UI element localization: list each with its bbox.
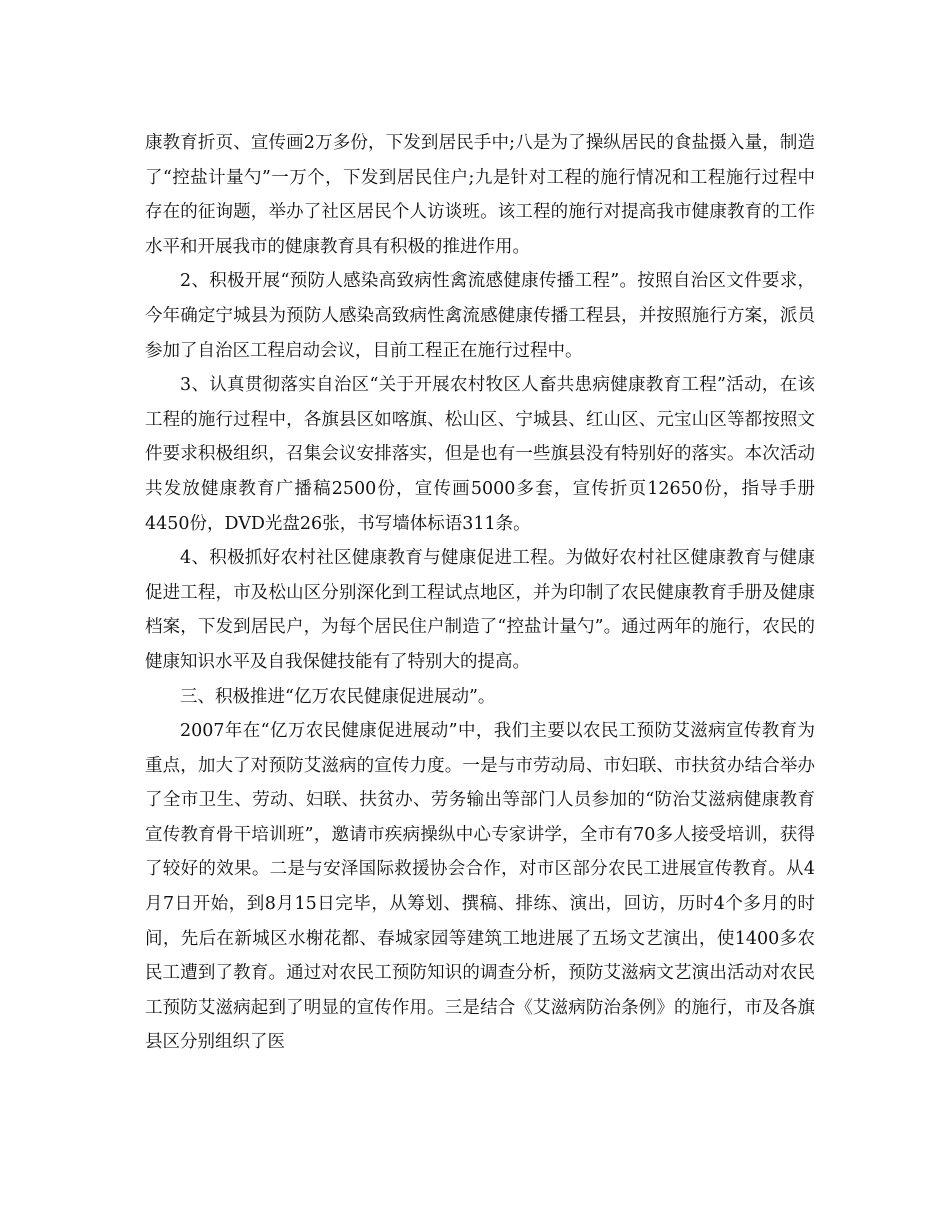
- paragraph-aids-prevention: 2007年在“亿万农民健康促进展动”中，我们主要以农民工预防艾滋病宣传教育为重点，加大了对预防艾滋病的宣传力度。一是与市劳动局、市妇联、市扶贫办结合举办了全市卫生、劳动、妇联、扶贫办、劳务输出等部门人员参加的“防治艾滋病健康教育宣传教育骨干培训班”，邀请市疾病操纵中心专家讲学，全市有70多人接受培训，获得了较好的效果。二是与安泽国际救援协会合作，对市区部分农民工进展宣传教育。从4月7日开始，到8月15日完毕，从筹划、撰稿、排练、演出，回访，历时4个多月的时间，先后在新城区水榭花都、春城家园等建筑工地进展了五场文艺演出，使1400多农民工遭到了教育。通过对农民工预防知识的调查分析，预防艾滋病文艺演出活动对农民工预防艾滋病起到了明显的宣传作用。三是结合《艾滋病防治条例》的施行，市及各旗县区分别组织了医: [145, 721, 815, 1053]
- section-heading-farmers-health-campaign: 三、积极推进“亿万农民健康促进展动”。: [180, 686, 496, 707]
- paragraph-continuation: 康教育折页、宣传画2万多份，下发到居民手中;八是为了操纵居民的食盐摄入量，制造了“控盐计量勺”一万个，下发到居民住户;九是针对工程的施行情况和工程施行过程中存在的征询题，举办了社区居民个人访谈班。该工程的施行对提高我市健康教育的工作水平和开展我市的健康教育具有积极的推进作用。: [145, 133, 815, 257]
- paragraph-rural-community-health: 4、积极抓好农村社区健康教育与健康促进工程。为做好农村社区健康教育与健康促进工程，市及松山区分别深化到工程试点地区，并为印制了农民健康教育手册及健康档案，下发到居民户，为每个居民住户制造了“控盐计量勺”。通过两年的施行，农民的健康知识水平及自我保健技能有了特别大的提高。: [145, 548, 815, 672]
- document-body: [145, 126, 815, 1060]
- paragraph-zoonosis-education: 3、认真贯彻落实自治区“关于开展农村牧区人畜共患病健康教育工程”活动，在该工程的施行过程中，各旗县区如喀旗、松山区、宁城县、红山区、元宝山区等都按照文件要求积极组织，召集会议安排落实，但是也有一些旗县没有特别好的落实。本次活动共发放健康教育广播稿2500份，宣传画5000多套，宣传折页12650份，指导手册4450份，DVD光盘26张，书写墙体标语311条。: [145, 375, 815, 534]
- paragraph-bird-flu-project: 2、积极开展“预防人感染高致病性禽流感健康传播工程”。按照自治区文件要求，今年确定宁城县为预防人感染高致病性禽流感健康传播工程县，并按照施行方案，派员参加了自治区工程启动会议，目前工程正在施行过程中。: [145, 271, 815, 361]
